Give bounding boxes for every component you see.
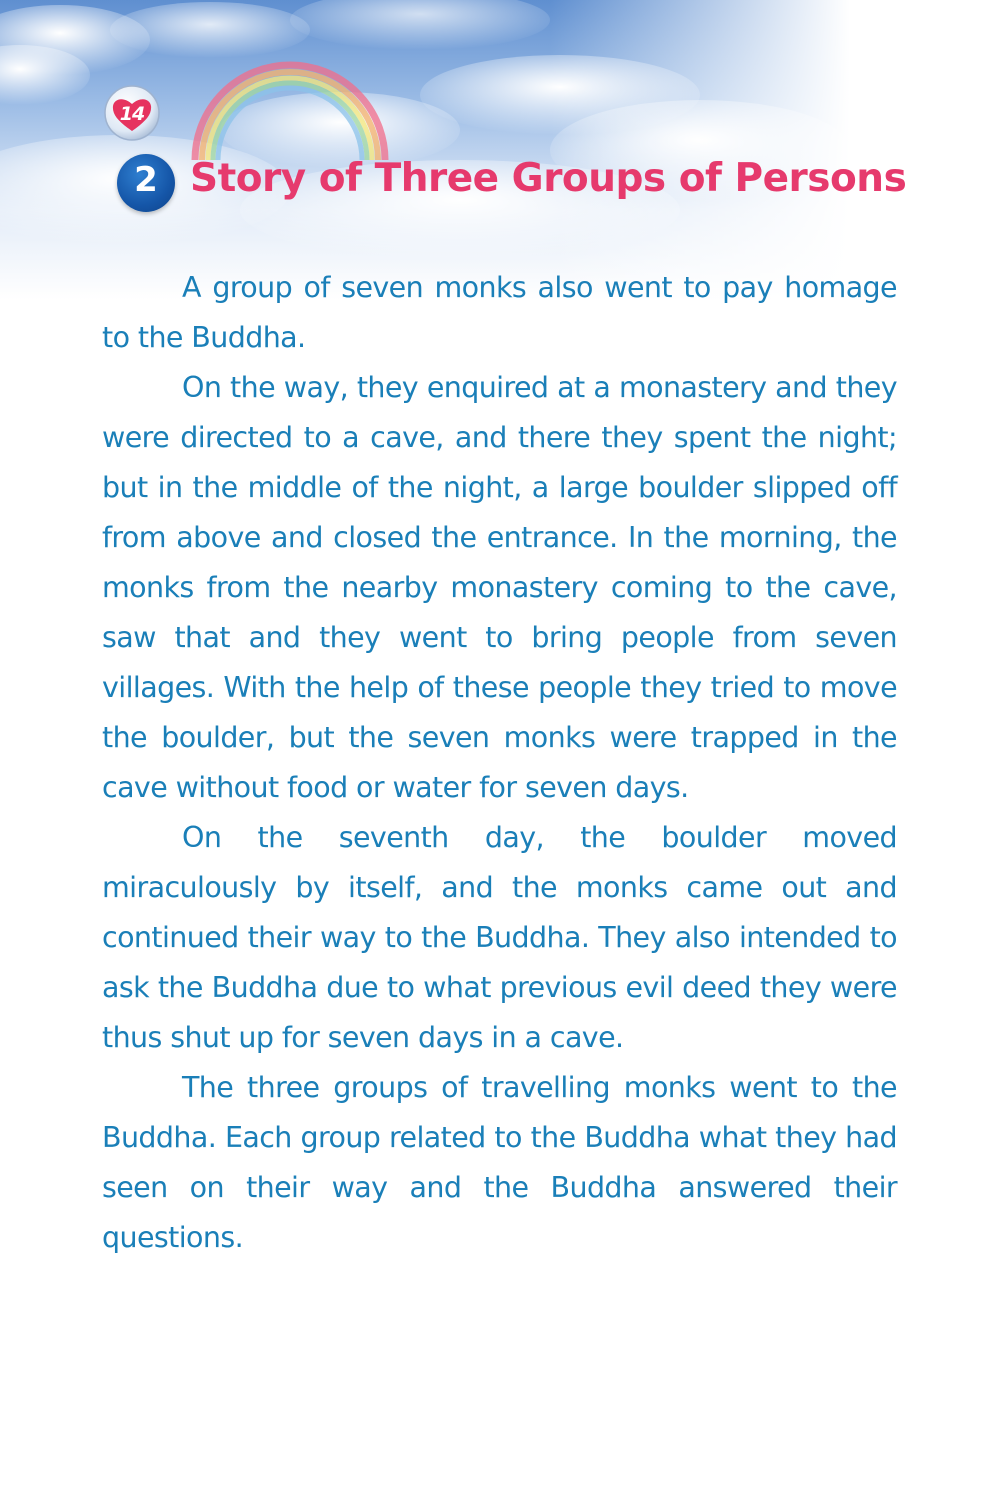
sky-header-background [0,0,1000,300]
chapter-number: 2 [134,160,158,200]
story-paragraph: On the seventh day, the boulder moved miraculously by itself, and the monks came out and continued their way to the Buddha. They also intended to ask the Buddha due to what previous evil deed they were thus shut up for seven days in a cave. [102,821,897,1054]
story-paragraph: On the way, they enquired at a monastery and they were directed to a cave, and there they spent the night; but in the middle of the night, a large boulder slipped off from above and closed the entrance. In the morning, the monks from the nearby monastery coming to the cave, saw that and they went to bring people from seven villages. With the help of these people they tried to move the boulder, but the seven monks were trapped in the cave without food or water for seven days. [102,371,897,804]
page-number: 14 [119,103,145,125]
story-paragraph: The three groups of travelling monks went to the Buddha. Each group related to the Buddha what they had seen on their way and the Buddha answered their questions. [102,1071,897,1254]
story-body [102,263,897,1263]
story-paragraph: A group of seven monks also went to pay homage to the Buddha. [102,271,897,354]
chapter-title: Story of Three Groups of Persons [190,156,907,201]
